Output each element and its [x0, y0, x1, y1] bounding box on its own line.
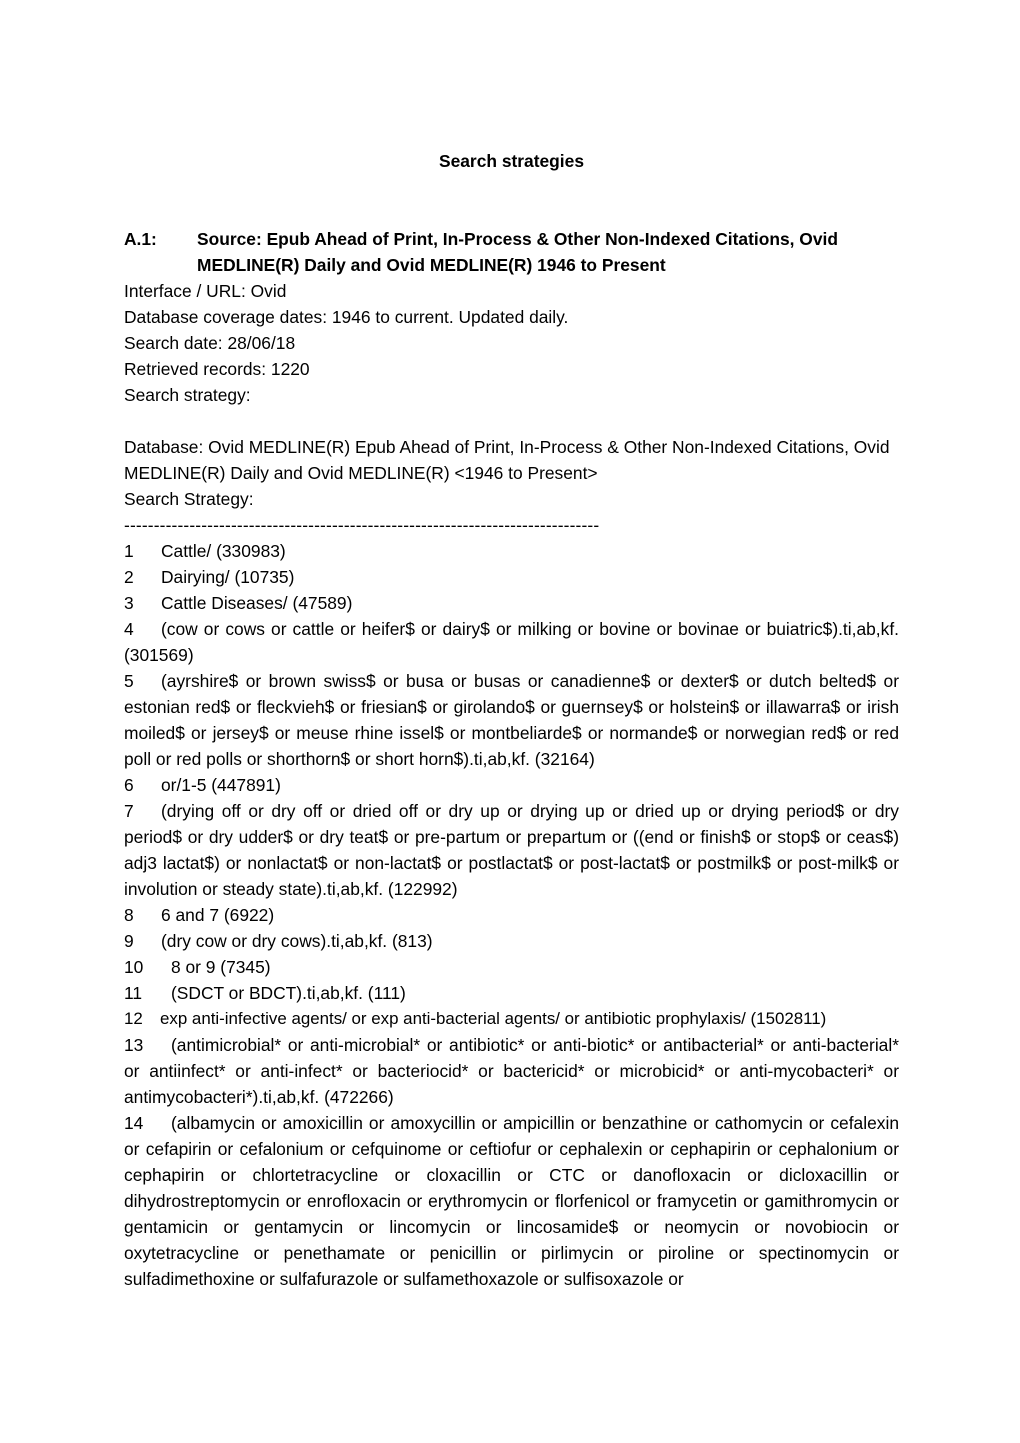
strategy-line — [124, 954, 899, 980]
strategy-line — [124, 564, 899, 590]
coverage-line: Database coverage dates: 1946 to current. Updated daily. — [124, 307, 569, 327]
line-number: 9 — [124, 931, 134, 951]
strategy-line — [124, 1032, 899, 1110]
strategy-line — [124, 538, 899, 564]
search-strategy-label: Search strategy: — [124, 385, 251, 405]
strategy-line — [124, 772, 899, 798]
section-number: A.1: — [124, 229, 157, 249]
strategy-line — [124, 980, 899, 1006]
line-text: (albamycin or amoxicillin or amoxycillin or ampicillin or benzathine or cathomycin or cefalexin or cefapirin or cefalonium or cefquinome or ceftiofur or cephalexin or cephapirin or cephalonium or cephapirin or chlortetracycline or cloxacillin or CTC or danofloxacin or dicloxacillin or dihydrostreptomycin or enrofloxacin or erythromycin or florfenicol or framycetin or gamithromycin or gentamicin or gentamycin or lincomycin or lincosamide$ or neomycin or novobiocin or oxytetracycline or penethamate or penicillin or pirlimycin or piroline or spectinomycin or sulfadimethoxine or sulfafurazole or sulfamethoxazole or sulfisoxazole or — [124, 1113, 899, 1289]
line-number: 11 — [124, 983, 143, 1003]
strategy-line — [124, 1006, 899, 1032]
line-number: 6 — [124, 775, 134, 795]
line-text: Cattle/ (330983) — [161, 541, 286, 561]
line-number: 13 — [124, 1035, 144, 1055]
strategy-line — [124, 928, 899, 954]
database-line: Database: Ovid MEDLINE(R) Epub Ahead of Print, In-Process & Other Non-Indexed Citations, Ovid MEDLINE(R) Daily and Ovid MEDLINE(R) <1946 to Present> — [124, 437, 890, 483]
document-content — [124, 148, 899, 1292]
line-number: 4 — [124, 619, 134, 639]
strategy-line — [124, 902, 899, 928]
section-heading — [124, 226, 899, 278]
line-text: exp anti-infective agents/ or exp anti-bacterial agents/ or antibiotic prophylaxis/ (1502811) — [160, 1009, 827, 1028]
line-number: 5 — [124, 671, 134, 691]
line-text: (cow or cows or cattle or heifer$ or dairy$ or milking or bovine or bovinae or buiatric$).ti,ab,kf. (301569) — [124, 619, 899, 665]
retrieved-records-line: Retrieved records: 1220 — [124, 359, 310, 379]
strategy-line — [124, 616, 899, 668]
spacer — [124, 408, 899, 434]
strategy-line — [124, 798, 899, 902]
line-text: Cattle Diseases/ (47589) — [161, 593, 353, 613]
line-number: 2 — [124, 567, 134, 587]
line-number: 8 — [124, 905, 134, 925]
page-title: Search strategies — [438, 151, 584, 171]
line-text: Dairying/ (10735) — [161, 567, 295, 587]
strategy-line — [124, 1110, 899, 1292]
strategy-line — [124, 668, 899, 772]
interface-line: Interface / URL: Ovid — [124, 281, 287, 301]
line-text: (dry cow or dry cows).ti,ab,kf. (813) — [161, 931, 433, 951]
line-number: 7 — [124, 801, 134, 821]
search-date-line: Search date: 28/06/18 — [124, 333, 296, 353]
line-text: or/1-5 (447891) — [161, 775, 281, 795]
line-text: (antimicrobial* or anti-microbial* or antibiotic* or anti-biotic* or antibacterial* or anti-bacterial* or antiinfect* or anti-infect* or bacteriocid* or bactericid* or microbicid* or anti-mycobacteri* or antimycobacteri*).ti,ab,kf. (472266) — [124, 1035, 899, 1107]
line-text: (drying off or dry off or dried off or dry up or drying up or dried up or drying period$ or dry period$ or dry udder$ or dry teat$ or pre-partum or prepartum or ((end or finish$ or stop$ or ceas$) adj3 lactat$) or nonlactat$ or non-lactat$ or postlactat$ or post-lactat$ or postmilk$ or post-milk$ or involution or steady state).ti,ab,kf. (122992) — [124, 801, 899, 899]
line-number: 10 — [124, 957, 144, 977]
line-text: 6 and 7 (6922) — [161, 905, 275, 925]
strategy-line — [124, 590, 899, 616]
line-number: 3 — [124, 593, 134, 613]
line-number: 12 — [124, 1009, 143, 1028]
line-text: 8 or 9 (7345) — [171, 957, 271, 977]
divider-line: -------------------------------------------------------------------------------- — [124, 515, 600, 535]
line-text: (SDCT or BDCT).ti,ab,kf. (111) — [171, 983, 406, 1003]
line-number: 14 — [124, 1113, 144, 1133]
section-source: Source: Epub Ahead of Print, In-Process & Other Non-Indexed Citations, Ovid MEDLINE(R) Daily and Ovid MEDLINE(R) 1946 to Present — [197, 229, 838, 275]
strategy-heading: Search Strategy: — [124, 489, 254, 509]
line-text: (ayrshire$ or brown swiss$ or busa or busas or canadienne$ or dexter$ or dutch belted$ or estonian red$ or fleckvieh$ or friesian$ or girolando$ or guernsey$ or holstein$ or illawarra$ or irish moiled$ or jersey$ or meuse rhine issel$ or montbeliarde$ or normande$ or norwegian red$ or red poll or red polls or shorthorn$ or short horn$).ti,ab,kf. (32164) — [124, 671, 899, 769]
line-number: 1 — [124, 541, 134, 561]
